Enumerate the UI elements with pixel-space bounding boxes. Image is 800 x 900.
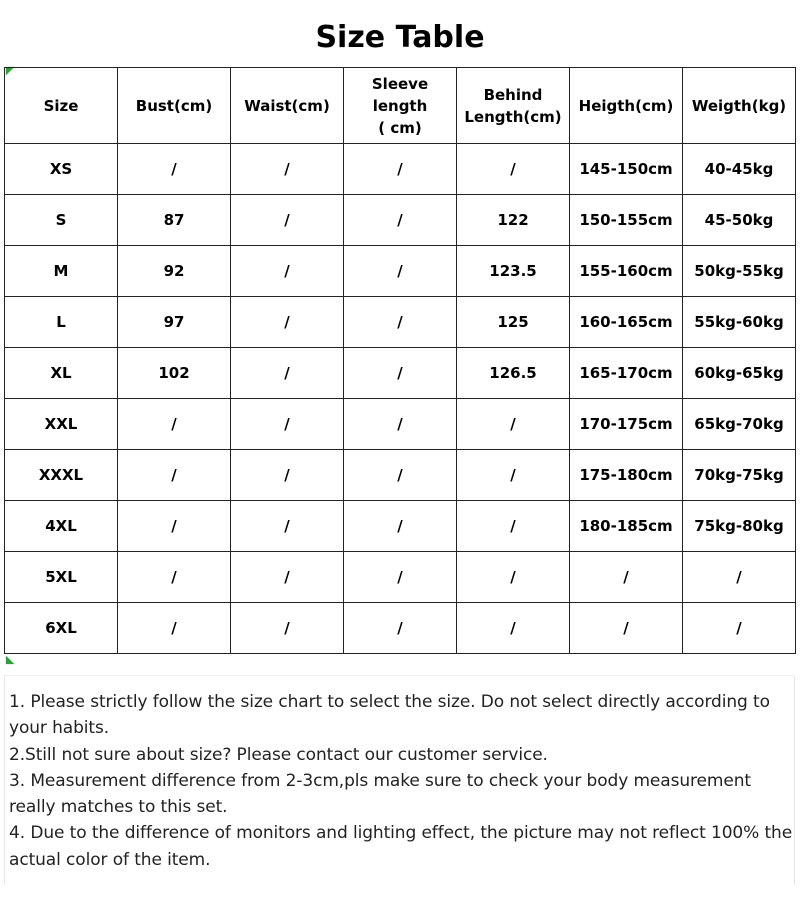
cell-sleeve-length: / bbox=[344, 246, 457, 297]
cell-height: 165-170cm bbox=[570, 348, 683, 399]
cell-height: 170-175cm bbox=[570, 399, 683, 450]
note-3: 3. Measurement difference from 2-3cm,pls make sure to check your body measurement really matches to this set. bbox=[9, 770, 751, 818]
cell-size: 4XL bbox=[5, 501, 118, 552]
cell-weight: 60kg-65kg bbox=[683, 348, 796, 399]
cell-weight: 50kg-55kg bbox=[683, 246, 796, 297]
cell-sleeve-length: / bbox=[344, 603, 457, 654]
cell-weight: 70kg-75kg bbox=[683, 450, 796, 501]
cell-sleeve-length: / bbox=[344, 552, 457, 603]
page-title: Size Table bbox=[315, 20, 485, 55]
cell-bust: 92 bbox=[118, 246, 231, 297]
cell-size: XS bbox=[5, 144, 118, 195]
cell-height: / bbox=[570, 552, 683, 603]
table-row bbox=[5, 450, 796, 501]
cell-waist: / bbox=[231, 195, 344, 246]
table-row bbox=[5, 297, 796, 348]
cell-sleeve-length: / bbox=[344, 144, 457, 195]
cell-height: 180-185cm bbox=[570, 501, 683, 552]
cell-behind-length: / bbox=[457, 603, 570, 654]
cell-behind-length: 126.5 bbox=[457, 348, 570, 399]
table-row bbox=[5, 348, 796, 399]
cell-sleeve-length: / bbox=[344, 195, 457, 246]
table-row bbox=[5, 552, 796, 603]
header-bust-line: Bust(cm) bbox=[135, 96, 213, 115]
header-waist bbox=[231, 68, 344, 144]
size-table-body bbox=[5, 144, 796, 654]
cell-height: 175-180cm bbox=[570, 450, 683, 501]
notes-list bbox=[9, 689, 794, 873]
cell-bust: / bbox=[118, 399, 231, 450]
header-sleeve-line-1: Sleeve bbox=[371, 74, 429, 93]
table-row bbox=[5, 603, 796, 654]
cell-waist: / bbox=[231, 501, 344, 552]
cell-size: L bbox=[5, 297, 118, 348]
cell-behind-length: / bbox=[457, 450, 570, 501]
cell-size: 6XL bbox=[5, 603, 118, 654]
table-row bbox=[5, 195, 796, 246]
note-2: 2.Still not sure about size? Please contact our customer service. bbox=[9, 744, 548, 765]
cell-weight: 55kg-60kg bbox=[683, 297, 796, 348]
header-height-line: Heigth(cm) bbox=[578, 96, 674, 115]
cell-waist: / bbox=[231, 348, 344, 399]
table-header-row bbox=[5, 68, 796, 144]
header-bust bbox=[118, 68, 231, 144]
header-size bbox=[5, 68, 118, 144]
cell-bust: / bbox=[118, 603, 231, 654]
cell-height: / bbox=[570, 603, 683, 654]
cell-waist: / bbox=[231, 144, 344, 195]
header-sleeve-length bbox=[344, 68, 457, 144]
cell-height: 160-165cm bbox=[570, 297, 683, 348]
cell-weight: 65kg-70kg bbox=[683, 399, 796, 450]
cell-bust: / bbox=[118, 450, 231, 501]
cell-behind-length: / bbox=[457, 501, 570, 552]
header-weight bbox=[683, 68, 796, 144]
cell-waist: / bbox=[231, 297, 344, 348]
cell-sleeve-length: / bbox=[344, 450, 457, 501]
cell-height: 145-150cm bbox=[570, 144, 683, 195]
cell-sleeve-length: / bbox=[344, 348, 457, 399]
cell-bust: / bbox=[118, 552, 231, 603]
cell-height: 155-160cm bbox=[570, 246, 683, 297]
cell-sleeve-length: / bbox=[344, 297, 457, 348]
header-sleeve-line-3: ( cm) bbox=[378, 118, 422, 137]
cell-behind-length: / bbox=[457, 552, 570, 603]
header-size-line: Size bbox=[43, 96, 79, 115]
cell-bust: / bbox=[118, 501, 231, 552]
cell-waist: / bbox=[231, 399, 344, 450]
cell-bust: / bbox=[118, 144, 231, 195]
cell-behind-length: 122 bbox=[457, 195, 570, 246]
table-row bbox=[5, 501, 796, 552]
cell-behind-length: / bbox=[457, 399, 570, 450]
corner-accent-bottom bbox=[2, 656, 15, 669]
cell-size: XXXL bbox=[5, 450, 118, 501]
cell-behind-length: / bbox=[457, 144, 570, 195]
cell-weight: 40-45kg bbox=[683, 144, 796, 195]
table-row bbox=[5, 399, 796, 450]
cell-size: 5XL bbox=[5, 552, 118, 603]
size-table bbox=[4, 67, 796, 654]
cell-bust: 87 bbox=[118, 195, 231, 246]
header-behind-length bbox=[457, 68, 570, 144]
header-height bbox=[570, 68, 683, 144]
cell-size: XL bbox=[5, 348, 118, 399]
header-weight-line: Weigth(kg) bbox=[691, 96, 787, 115]
cell-weight: 45-50kg bbox=[683, 195, 796, 246]
cell-waist: / bbox=[231, 246, 344, 297]
cell-waist: / bbox=[231, 603, 344, 654]
header-waist-line: Waist(cm) bbox=[244, 96, 330, 115]
table-row bbox=[5, 144, 796, 195]
header-behind-line-2: Length(cm) bbox=[464, 107, 562, 126]
cell-bust: 102 bbox=[118, 348, 231, 399]
cell-sleeve-length: / bbox=[344, 501, 457, 552]
cell-size: XXL bbox=[5, 399, 118, 450]
header-behind-line-1: Behind bbox=[483, 85, 543, 104]
cell-waist: / bbox=[231, 552, 344, 603]
note-1: 1. Please strictly follow the size chart to select the size. Do not select directly according to your habits. bbox=[9, 692, 770, 739]
table-row bbox=[5, 246, 796, 297]
cell-size: S bbox=[5, 195, 118, 246]
cell-weight: 75kg-80kg bbox=[683, 501, 796, 552]
header-sleeve-line-2: length bbox=[372, 96, 428, 115]
cell-height: 150-155cm bbox=[570, 195, 683, 246]
cell-behind-length: 125 bbox=[457, 297, 570, 348]
cell-weight: / bbox=[683, 552, 796, 603]
note-4: 4. Due to the difference of monitors and lighting effect, the picture may not reflect 100% the actual color of the item. bbox=[9, 823, 793, 870]
cell-sleeve-length: / bbox=[344, 399, 457, 450]
cell-waist: / bbox=[231, 450, 344, 501]
cell-size: M bbox=[5, 246, 118, 297]
cell-behind-length: 123.5 bbox=[457, 246, 570, 297]
cell-weight: / bbox=[683, 603, 796, 654]
cell-bust: 97 bbox=[118, 297, 231, 348]
